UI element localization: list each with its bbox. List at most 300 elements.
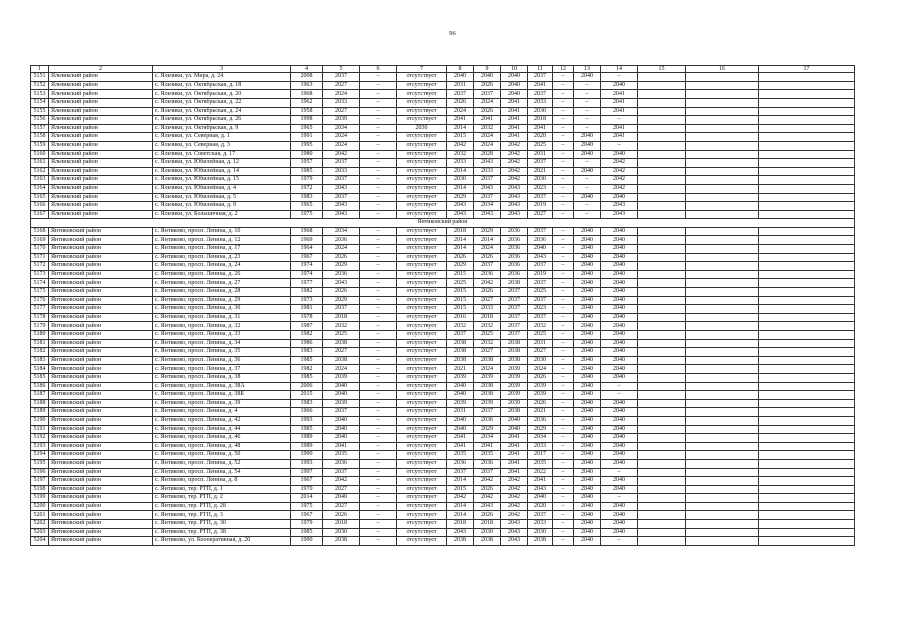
cell-col-3: с. Янтиково, просп. Ленина, д. 35 — [153, 348, 291, 357]
cell-col-16 — [686, 262, 759, 271]
table-row — [31, 537, 855, 546]
cell-col-3: с. Янтиково, тер. РТП, д. 3 — [153, 511, 291, 520]
cell-col-14: 2040 — [601, 434, 638, 443]
cell-col-2: Яльчикский район — [49, 107, 153, 116]
cell-col-10: 2041 — [501, 468, 528, 477]
cell-col-10: 2040 — [501, 81, 528, 90]
cell-col-3: с. Яльчики, ул. Юбилейная, д. 12 — [153, 159, 291, 168]
cell-col-11: 2043 — [528, 485, 553, 494]
cell-col-11: 2026 — [528, 373, 553, 382]
cell-col-4: 1985 — [291, 167, 323, 176]
cell-col-4: 1991 — [291, 133, 323, 142]
cell-col-1: 5173 — [31, 270, 49, 279]
cell-col-2: Янтиковский район — [49, 434, 153, 443]
cell-col-9: 2032 — [474, 322, 501, 331]
cell-col-6: – — [360, 442, 397, 451]
cell-col-16 — [686, 408, 759, 417]
cell-col-12: – — [553, 339, 574, 348]
table-row — [31, 520, 855, 529]
cell-col-1: 5162 — [31, 167, 49, 176]
cell-col-16 — [686, 382, 759, 391]
cell-col-5: 2026 — [323, 253, 360, 262]
cell-col-14: 2040 — [601, 193, 638, 202]
cell-col-5: 2029 — [323, 296, 360, 305]
cell-col-7: отсутствует — [397, 373, 447, 382]
column-number-6: 6 — [360, 66, 397, 73]
cell-col-14: 2040 — [601, 262, 638, 271]
cell-col-10: 2043 — [501, 528, 528, 537]
table-row — [31, 81, 855, 90]
cell-col-10: 2042 — [501, 167, 528, 176]
cell-col-1: 5186 — [31, 382, 49, 391]
cell-col-2: Янтиковский район — [49, 502, 153, 511]
cell-col-13: – — [574, 202, 601, 211]
table-row — [31, 399, 855, 408]
cell-col-17 — [759, 150, 855, 159]
cell-col-16 — [686, 98, 759, 107]
cell-col-13: 2040 — [574, 399, 601, 408]
cell-col-2: Янтиковский район — [49, 270, 153, 279]
cell-col-7: отсутствует — [397, 391, 447, 400]
cell-col-9: 2037 — [474, 176, 501, 185]
cell-col-6: – — [360, 468, 397, 477]
cell-col-16 — [686, 73, 759, 82]
cell-col-17 — [759, 348, 855, 357]
cell-col-11: 2036 — [528, 236, 553, 245]
cell-col-2: Янтиковский район — [49, 279, 153, 288]
cell-col-8: 2031 — [447, 408, 474, 417]
cell-col-8: 2032 — [447, 150, 474, 159]
table-row — [31, 442, 855, 451]
cell-col-2: Яльчикский район — [49, 116, 153, 125]
table-row — [31, 253, 855, 262]
cell-col-1: 5184 — [31, 365, 49, 374]
cell-col-1: 5155 — [31, 107, 49, 116]
cell-col-1: 5204 — [31, 537, 49, 546]
cell-col-6: – — [360, 150, 397, 159]
cell-col-7: отсутствует — [397, 416, 447, 425]
cell-col-2: Яльчикский район — [49, 133, 153, 142]
cell-col-8: 2024 — [447, 107, 474, 116]
cell-col-2: Янтиковский район — [49, 416, 153, 425]
table-row — [31, 184, 855, 193]
cell-col-12: – — [553, 494, 574, 503]
cell-col-1: 5171 — [31, 253, 49, 262]
cell-col-13: 2040 — [574, 331, 601, 340]
cell-col-12: – — [553, 202, 574, 211]
cell-col-14: 2040 — [601, 313, 638, 322]
cell-col-2: Яльчикский район — [49, 98, 153, 107]
cell-col-2: Янтиковский район — [49, 296, 153, 305]
cell-col-13: 2040 — [574, 262, 601, 271]
cell-col-6: – — [360, 511, 397, 520]
cell-col-3: с. Яльчики, ул. Советская, д. 17 — [153, 150, 291, 159]
cell-col-1: 5168 — [31, 227, 49, 236]
cell-col-5: 2038 — [323, 339, 360, 348]
cell-col-2: Янтиковский район — [49, 399, 153, 408]
cell-col-17 — [759, 193, 855, 202]
cell-col-8: 2032 — [447, 322, 474, 331]
cell-col-6: – — [360, 451, 397, 460]
cell-col-13: – — [574, 90, 601, 99]
cell-col-3: с. Янтиково, тер. РТП, д. 30 — [153, 520, 291, 529]
cell-col-11: 2037 — [528, 511, 553, 520]
cell-col-4: 1983 — [291, 193, 323, 202]
cell-col-3: с. Яльчики, ул. Юбилейная, д. 4 — [153, 184, 291, 193]
cell-col-17 — [759, 477, 855, 486]
cell-col-16 — [686, 150, 759, 159]
cell-col-4: 1963 — [291, 81, 323, 90]
cell-col-2: Янтиковский район — [49, 227, 153, 236]
cell-col-13: 2040 — [574, 511, 601, 520]
cell-col-5: 2037 — [323, 73, 360, 82]
cell-col-4: 1998 — [291, 116, 323, 125]
column-number-10: 10 — [501, 66, 528, 73]
cell-col-3: с. Янтиково, тер. РТП, д. 38 — [153, 528, 291, 537]
cell-col-15 — [638, 511, 686, 520]
cell-col-9: 2037 — [474, 193, 501, 202]
cell-col-12: – — [553, 245, 574, 254]
cell-col-4: 1985 — [291, 356, 323, 365]
cell-col-13: 2040 — [574, 193, 601, 202]
cell-col-13: 2040 — [574, 408, 601, 417]
cell-col-12: – — [553, 150, 574, 159]
cell-col-5: 2038 — [323, 537, 360, 546]
cell-col-10: 2041 — [501, 98, 528, 107]
cell-col-1: 5169 — [31, 236, 49, 245]
cell-col-14: 2040 — [601, 245, 638, 254]
cell-col-12: – — [553, 90, 574, 99]
cell-col-1: 5198 — [31, 485, 49, 494]
cell-col-12: – — [553, 459, 574, 468]
cell-col-15 — [638, 262, 686, 271]
cell-col-11: 2041 — [528, 81, 553, 90]
cell-col-13: – — [574, 210, 601, 219]
cell-col-2: Янтиковский район — [49, 339, 153, 348]
cell-col-9: 2037 — [474, 468, 501, 477]
cell-col-17 — [759, 210, 855, 219]
cell-col-9: 2026 — [474, 511, 501, 520]
cell-col-5: 2039 — [323, 116, 360, 125]
cell-col-5: 2043 — [323, 184, 360, 193]
cell-col-1: 5152 — [31, 81, 49, 90]
cell-col-4: 1978 — [291, 313, 323, 322]
cell-col-5: 2029 — [323, 262, 360, 271]
cell-col-7: отсутствует — [397, 253, 447, 262]
cell-col-5: 2040 — [323, 382, 360, 391]
cell-col-8: 2039 — [447, 373, 474, 382]
cell-col-10: 2042 — [501, 141, 528, 150]
table-row — [31, 391, 855, 400]
cell-col-17 — [759, 365, 855, 374]
cell-col-10: 2038 — [501, 356, 528, 365]
cell-col-8: 2041 — [447, 434, 474, 443]
table-row — [31, 98, 855, 107]
table-row — [31, 245, 855, 254]
cell-col-14: 2040 — [601, 270, 638, 279]
cell-col-16 — [686, 159, 759, 168]
cell-col-15 — [638, 356, 686, 365]
cell-col-13: 2040 — [574, 356, 601, 365]
cell-col-14: – — [601, 494, 638, 503]
cell-col-17 — [759, 305, 855, 314]
cell-col-16 — [686, 253, 759, 262]
cell-col-13: 2040 — [574, 348, 601, 357]
cell-col-10: 2037 — [501, 331, 528, 340]
cell-col-5: 2037 — [323, 408, 360, 417]
cell-col-15 — [638, 202, 686, 211]
table-row — [31, 485, 855, 494]
cell-col-9: 2038 — [474, 537, 501, 546]
cell-col-16 — [686, 416, 759, 425]
cell-col-17 — [759, 528, 855, 537]
cell-col-4: 1977 — [291, 279, 323, 288]
cell-col-10: 2043 — [501, 202, 528, 211]
cell-col-4: 1972 — [291, 184, 323, 193]
cell-col-5: 2027 — [323, 502, 360, 511]
cell-col-17 — [759, 425, 855, 434]
cell-col-16 — [686, 477, 759, 486]
cell-col-7: отсутствует — [397, 202, 447, 211]
cell-col-3: с. Янтиково, тер. РТП, д. 2 — [153, 494, 291, 503]
cell-col-12: – — [553, 348, 574, 357]
cell-col-16 — [686, 391, 759, 400]
cell-col-6: – — [360, 81, 397, 90]
cell-col-14: 2040 — [601, 348, 638, 357]
cell-col-13: 2040 — [574, 322, 601, 331]
cell-col-14: – — [601, 116, 638, 125]
cell-col-6: – — [360, 408, 397, 417]
cell-col-6: – — [360, 288, 397, 297]
cell-col-6: – — [360, 331, 397, 340]
cell-col-9: 2030 — [474, 528, 501, 537]
cell-col-2: Яльчикский район — [49, 193, 153, 202]
cell-col-7: отсутствует — [397, 451, 447, 460]
cell-col-16 — [686, 494, 759, 503]
cell-col-6: – — [360, 485, 397, 494]
cell-col-2: Янтиковский район — [49, 485, 153, 494]
cell-col-8: 2015 — [447, 133, 474, 142]
cell-col-4: 1967 — [291, 511, 323, 520]
cell-col-8: 2043 — [447, 210, 474, 219]
cell-col-10: 2040 — [501, 416, 528, 425]
cell-col-17 — [759, 262, 855, 271]
cell-col-2: Янтиковский район — [49, 373, 153, 382]
table-row — [31, 434, 855, 443]
cell-col-11: 2041 — [528, 477, 553, 486]
cell-col-1: 5160 — [31, 150, 49, 159]
cell-col-1: 5192 — [31, 434, 49, 443]
cell-col-8: 2042 — [447, 141, 474, 150]
cell-col-9: 2018 — [474, 313, 501, 322]
cell-col-2: Яльчикский район — [49, 81, 153, 90]
table-row — [31, 494, 855, 503]
cell-col-11: 2039 — [528, 391, 553, 400]
cell-col-16 — [686, 288, 759, 297]
cell-col-15 — [638, 253, 686, 262]
cell-col-3: с. Янтиково, просп. Ленина, д. 36 — [153, 356, 291, 365]
cell-col-13: 2040 — [574, 296, 601, 305]
cell-col-3: с. Янтиково, просп. Ленина, д. 31 — [153, 313, 291, 322]
cell-col-2: Янтиковский район — [49, 451, 153, 460]
column-number-13: 13 — [574, 66, 601, 73]
cell-col-17 — [759, 288, 855, 297]
cell-col-4: 1969 — [291, 236, 323, 245]
cell-col-15 — [638, 90, 686, 99]
cell-col-8: 2014 — [447, 245, 474, 254]
cell-col-7: отсутствует — [397, 322, 447, 331]
cell-col-9: 2024 — [474, 133, 501, 142]
cell-col-7: отсутствует — [397, 210, 447, 219]
cell-col-6: – — [360, 279, 397, 288]
cell-col-8: 2026 — [447, 98, 474, 107]
cell-col-6: – — [360, 537, 397, 546]
cell-col-6: – — [360, 184, 397, 193]
cell-col-7: отсутствует — [397, 468, 447, 477]
cell-col-5: 2036 — [323, 270, 360, 279]
cell-col-16 — [686, 399, 759, 408]
table-row — [31, 296, 855, 305]
cell-col-9: 2026 — [474, 107, 501, 116]
cell-col-1: 5196 — [31, 468, 49, 477]
table-row — [31, 288, 855, 297]
cell-col-4: 1970 — [291, 485, 323, 494]
cell-col-11: 2022 — [528, 468, 553, 477]
cell-col-16 — [686, 313, 759, 322]
cell-col-11: 2040 — [528, 245, 553, 254]
cell-col-1: 5189 — [31, 408, 49, 417]
table-row — [31, 382, 855, 391]
cell-col-6: – — [360, 356, 397, 365]
cell-col-5: 2024 — [323, 141, 360, 150]
cell-col-15 — [638, 528, 686, 537]
cell-col-12: – — [553, 288, 574, 297]
cell-col-4: 1982 — [291, 365, 323, 374]
cell-col-7: отсутствует — [397, 296, 447, 305]
cell-col-15 — [638, 133, 686, 142]
cell-col-11: 2033 — [528, 98, 553, 107]
column-number-14: 14 — [601, 66, 638, 73]
cell-col-5: 2042 — [323, 150, 360, 159]
cell-col-2: Янтиковский район — [49, 322, 153, 331]
cell-col-3: с. Янтиково, просп. Ленина, д. 32 — [153, 322, 291, 331]
cell-col-13: 2040 — [574, 502, 601, 511]
cell-col-16 — [686, 236, 759, 245]
cell-col-11: 2039 — [528, 382, 553, 391]
table-row — [31, 511, 855, 520]
cell-col-14: – — [601, 73, 638, 82]
cell-col-3: с. Янтиково, просп. Ленина, д. 46 — [153, 434, 291, 443]
cell-col-5: 2024 — [323, 133, 360, 142]
cell-col-1: 5187 — [31, 391, 49, 400]
cell-col-16 — [686, 227, 759, 236]
cell-col-11: 2021 — [528, 408, 553, 417]
cell-col-7: отсутствует — [397, 227, 447, 236]
cell-col-12: – — [553, 356, 574, 365]
cell-col-12: – — [553, 279, 574, 288]
cell-col-5: 2043 — [323, 210, 360, 219]
cell-col-13: 2040 — [574, 73, 601, 82]
cell-col-2: Янтиковский район — [49, 477, 153, 486]
cell-col-13: 2040 — [574, 150, 601, 159]
cell-col-17 — [759, 373, 855, 382]
cell-col-14: 2040 — [601, 81, 638, 90]
cell-col-11: 2033 — [528, 442, 553, 451]
column-number-16: 16 — [686, 66, 759, 73]
cell-col-12: – — [553, 167, 574, 176]
cell-col-6: – — [360, 176, 397, 185]
cell-col-9: 2029 — [474, 425, 501, 434]
cell-col-1: 5194 — [31, 451, 49, 460]
cell-col-10: 2041 — [501, 133, 528, 142]
cell-col-9: 2014 — [474, 236, 501, 245]
cell-col-11: 2025 — [528, 288, 553, 297]
cell-col-14: 2040 — [601, 356, 638, 365]
cell-col-12: – — [553, 193, 574, 202]
cell-col-3: с. Янтиково, просп. Ленина, д. 10 — [153, 227, 291, 236]
cell-col-12: – — [553, 227, 574, 236]
cell-col-16 — [686, 511, 759, 520]
cell-col-11: 2040 — [528, 494, 553, 503]
cell-col-9: 2042 — [474, 477, 501, 486]
cell-col-8: 2038 — [447, 348, 474, 357]
cell-col-6: – — [360, 425, 397, 434]
cell-col-6: – — [360, 98, 397, 107]
cell-col-15 — [638, 296, 686, 305]
cell-col-6: – — [360, 116, 397, 125]
cell-col-2: Янтиковский район — [49, 391, 153, 400]
table-row — [31, 356, 855, 365]
cell-col-11: 2027 — [528, 210, 553, 219]
cell-col-15 — [638, 288, 686, 297]
cell-col-8: 2016 — [447, 313, 474, 322]
cell-col-12: – — [553, 408, 574, 417]
cell-col-2: Янтиковский район — [49, 494, 153, 503]
cell-col-4: 1968 — [291, 90, 323, 99]
cell-col-4: 1983 — [291, 348, 323, 357]
cell-col-5: 2032 — [323, 322, 360, 331]
cell-col-14: 2042 — [601, 184, 638, 193]
cell-col-3: с. Янтиково, просп. Ленина, д. 42 — [153, 416, 291, 425]
cell-col-9: 2041 — [474, 442, 501, 451]
cell-col-13: 2040 — [574, 425, 601, 434]
cell-col-3: с. Яльчики, ул. Юбилейная, д. 15 — [153, 176, 291, 185]
cell-col-6: – — [360, 339, 397, 348]
cell-col-15 — [638, 236, 686, 245]
cell-col-6: – — [360, 348, 397, 357]
cell-col-17 — [759, 382, 855, 391]
table-row — [31, 502, 855, 511]
cell-col-9: 2038 — [474, 382, 501, 391]
cell-col-7: отсутствует — [397, 425, 447, 434]
cell-col-6: – — [360, 167, 397, 176]
cell-col-1: 5183 — [31, 356, 49, 365]
cell-col-12: – — [553, 313, 574, 322]
cell-col-9: 2038 — [474, 356, 501, 365]
cell-col-3: с. Янтиково, просп. Ленина, д. 38А — [153, 382, 291, 391]
cell-col-6: – — [360, 322, 397, 331]
cell-col-15 — [638, 81, 686, 90]
cell-col-2: Янтиковский район — [49, 331, 153, 340]
cell-col-10: 2037 — [501, 296, 528, 305]
cell-col-1: 5180 — [31, 331, 49, 340]
cell-col-13: 2040 — [574, 305, 601, 314]
cell-col-1: 5158 — [31, 133, 49, 142]
cell-col-2: Яльчикский район — [49, 210, 153, 219]
cell-col-8: 2015 — [447, 305, 474, 314]
table-row — [31, 227, 855, 236]
cell-col-14: 2041 — [601, 90, 638, 99]
